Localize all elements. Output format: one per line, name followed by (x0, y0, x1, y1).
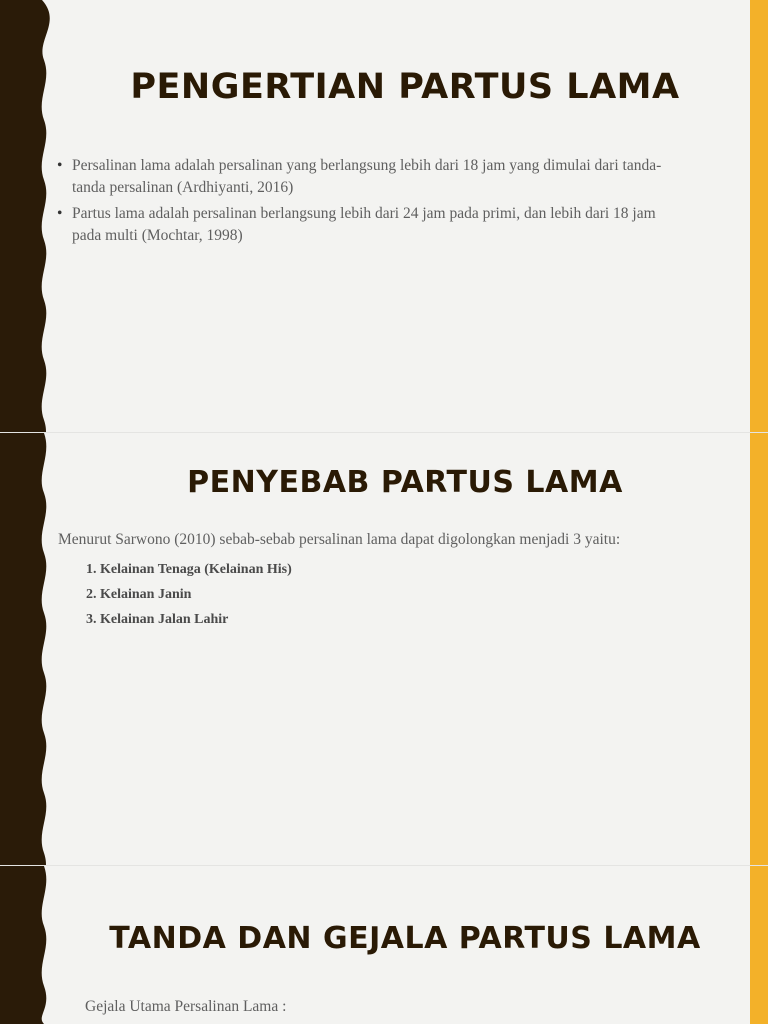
section-title: PENYEBAB PARTUS LAMA (187, 465, 623, 500)
bullet-text: Persalinan lama adalah persalinan yang berlangsung lebih dari 18 jam yang dimulai dari tanda-tanda persalinan (Ardhiyanti, 2016) (72, 157, 662, 196)
gold-accent-bar (750, 866, 768, 1024)
causes-list (86, 557, 292, 632)
list-item: 3. Kelainan Jalan Lahir (86, 612, 229, 627)
gold-accent-bar (750, 0, 768, 432)
definition-list (57, 155, 687, 251)
list-item: 2. Kelainan Janin (86, 587, 192, 602)
page-title: PENGERTIAN PARTUS LAMA (130, 67, 680, 107)
bullet-icon: • (57, 205, 63, 222)
section-title: TANDA DAN GEJALA PARTUS LAMA (109, 921, 701, 956)
subtitle-text: Gejala Utama Persalinan Lama : (85, 998, 287, 1015)
wave-border-decoration (0, 0, 63, 432)
slide-tanda-gejala (0, 866, 768, 1024)
list-item (57, 203, 687, 247)
slide-penyebab (0, 433, 768, 865)
wave-border-decoration (0, 433, 60, 865)
wave-border-decoration (0, 866, 60, 1024)
bullet-text: Partus lama adalah persalinan berlangsung lebih dari 24 jam pada primi, dan lebih dari 18 jam pada multi (Mochtar, 1998) (72, 205, 656, 244)
intro-text: Menurut Sarwono (2010) sebab-sebab persalinan lama dapat digolongkan menjadi 3 yaitu: (58, 531, 621, 548)
list-item: 1. Kelainan Tenaga (Kelainan His) (86, 562, 292, 577)
bullet-icon: • (57, 157, 63, 174)
gold-accent-bar (750, 433, 768, 865)
slide-pengertian (0, 0, 768, 432)
list-item (57, 155, 687, 199)
